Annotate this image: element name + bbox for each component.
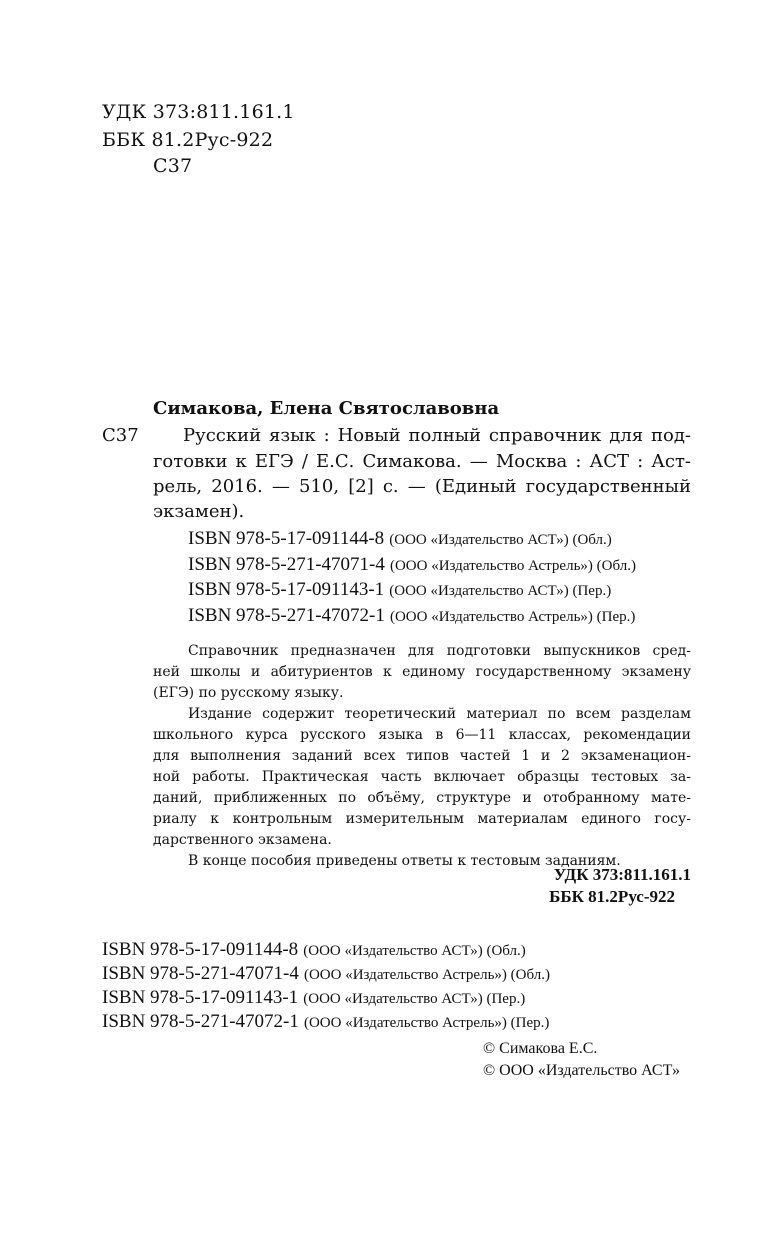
top-cipher: С37	[153, 155, 193, 177]
annotation-line: дарственного экзамена.	[153, 832, 332, 848]
isbn-number: ISBN 978-5-271-47072-1	[188, 605, 385, 626]
isbn-number: ISBN 978-5-17-091143-1	[188, 579, 385, 600]
isbn-publisher: (ООО «Издательство Астрель») (Обл.)	[389, 558, 636, 574]
isbn-number: ISBN 978-5-17-091143-1	[102, 987, 299, 1008]
isbn-publisher: (ООО «Издательство АСТ») (Пер.)	[389, 583, 612, 599]
annotation-line: школьного курса русского языка в 6—11 классах, рекомендации	[153, 727, 691, 743]
entry-udk: УДК 373:811.161.1	[553, 865, 691, 884]
bottom-isbn-row	[102, 939, 526, 961]
isbn-publisher: (ООО «Издательство АСТ») (Пер.)	[303, 991, 526, 1007]
annotation-line: даний, приближенных по объёму, структуре и отобранному мате-	[153, 790, 691, 806]
bottom-isbn-row	[102, 963, 550, 985]
isbn-publisher: (ООО «Издательство Астрель») (Пер.)	[303, 1015, 550, 1031]
annotation-line: Издание содержит теоретический материал по всем разделам	[188, 706, 691, 722]
entry-cipher: С37	[102, 425, 139, 446]
entry-isbn-row	[188, 554, 636, 576]
isbn-publisher: (ООО «Издательство АСТ») (Обл.)	[389, 532, 612, 548]
entry-bbk: ББК 81.2Рус-922	[549, 887, 675, 906]
entry-isbn-row	[188, 579, 611, 601]
bottom-isbn-row	[102, 987, 525, 1009]
copyright-author: © Симакова Е.С.	[483, 1040, 598, 1057]
annotation-line: Справочник предназначен для подготовки выпускников сред-	[188, 643, 691, 659]
description-line: готовки к ЕГЭ / Е.С. Симакова. — Москва : АСТ : Аст-	[153, 451, 691, 472]
author-name: Симакова, Елена Святославовна	[153, 398, 500, 419]
entry-isbn-row	[188, 605, 635, 627]
annotation-line: В конце пособия приведены ответы к тестовым заданиям.	[188, 853, 621, 869]
copyright-publisher: © ООО «Издательство АСТ»	[483, 1062, 680, 1079]
annotation-line: ней школы и абитуриентов к единому государственному экзамену	[153, 664, 691, 680]
isbn-number: ISBN 978-5-271-47071-4	[188, 554, 385, 575]
isbn-publisher: (ООО «Издательство АСТ») (Обл.)	[303, 943, 526, 959]
isbn-number: ISBN 978-5-271-47072-1	[102, 1011, 299, 1032]
annotation-line: (ЕГЭ) по русскому языку.	[153, 685, 344, 701]
annotation-line: для выполнения заданий всех типов частей 1 и 2 экзаменацион-	[153, 748, 691, 764]
bottom-isbn-row	[102, 1011, 549, 1033]
isbn-number: ISBN 978-5-17-091144-8	[188, 528, 385, 549]
isbn-publisher: (ООО «Издательство Астрель») (Обл.)	[303, 967, 550, 983]
annotation-line: риалу к контрольным измерительным материалам единого госу-	[153, 811, 691, 827]
top-bbk: ББК 81.2Рус-922	[102, 129, 274, 151]
description-line: Русский язык : Новый полный справочник для под-	[183, 425, 691, 446]
description-line: рель, 2016. — 510, [2] с. — (Единый государственный	[153, 476, 691, 497]
isbn-publisher: (ООО «Издательство Астрель») (Пер.)	[389, 609, 636, 625]
entry-isbn-row	[188, 528, 612, 550]
top-udk: УДК 373:811.161.1	[102, 101, 295, 123]
isbn-number: ISBN 978-5-271-47071-4	[102, 963, 299, 984]
isbn-number: ISBN 978-5-17-091144-8	[102, 939, 299, 960]
description-line: экзамен).	[153, 501, 245, 522]
annotation-line: ной работы. Практическая часть включает образцы тестовых за-	[153, 769, 691, 785]
